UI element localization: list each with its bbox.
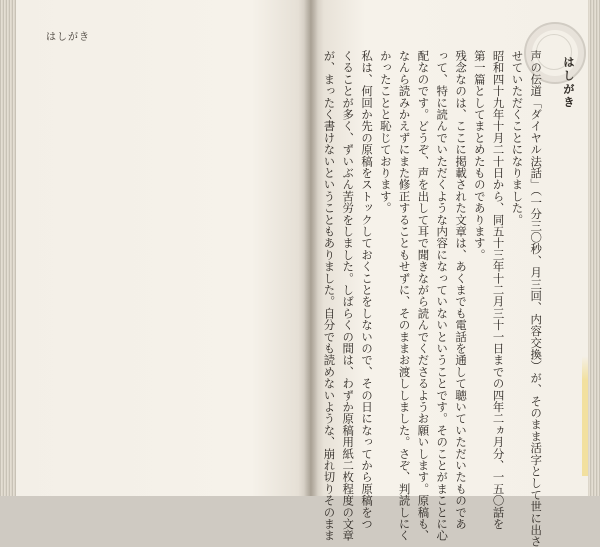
preface-line: 残念なのは、ここに掲載された文章は、あくまでも電話を通して聴いていただいたものであ (454, 50, 469, 530)
running-head: はしがき (46, 32, 90, 43)
preface-line: 私は、何回か先の原稿をストックしておくことをしないので、その日になってから原稿をつ (360, 50, 375, 530)
bleed-through-seal (524, 22, 586, 84)
preface-line: 昭和四十九年十月二十日から、同五十三年十二月三十一日までの四年二ヵ月分、一五〇話を (491, 50, 506, 530)
preface-line: って、特に読んでいただくような内容になっていないということです。そのことがまことに心 (435, 50, 450, 542)
preface-line: 声の伝道「ダイヤル法話」（一分三〇秒、月三回、内容交換）が、そのまま活字として世に出さ (529, 50, 544, 547)
preface-line: くることが多く、ずいぶん苦労をしました。しばらくの間は、わずか原稿用紙二枚程度の文章 (341, 50, 356, 542)
preface-line: かったことと恥じております。 (378, 50, 393, 214)
bleed-seal-ring (536, 34, 572, 70)
gutter-shadow (304, 0, 318, 496)
right-page-edges (588, 0, 600, 496)
preface-title: はしがき (562, 56, 576, 110)
preface-line: 配なのです。どうぞ、声を出して耳で聞きながら読んでくださるようお願いします。原稿も、 (416, 50, 431, 542)
left-page (16, 0, 310, 496)
left-page-edges (0, 0, 16, 496)
preface-body (320, 50, 578, 547)
preface-line: が、まったく書けないということもありました。自分でも読めないような、崩れ切りそのまま (322, 50, 337, 542)
preface-line: せていただくことになりました。 (510, 50, 525, 226)
bleed-yellow-band (582, 356, 588, 476)
preface-line: 第一篇としてまとめたものであります。 (472, 50, 487, 261)
preface-line: なんら読みかえずにまた修正することもせずに、そのままお渡ししました。さぞ、判読しにく (397, 50, 412, 542)
